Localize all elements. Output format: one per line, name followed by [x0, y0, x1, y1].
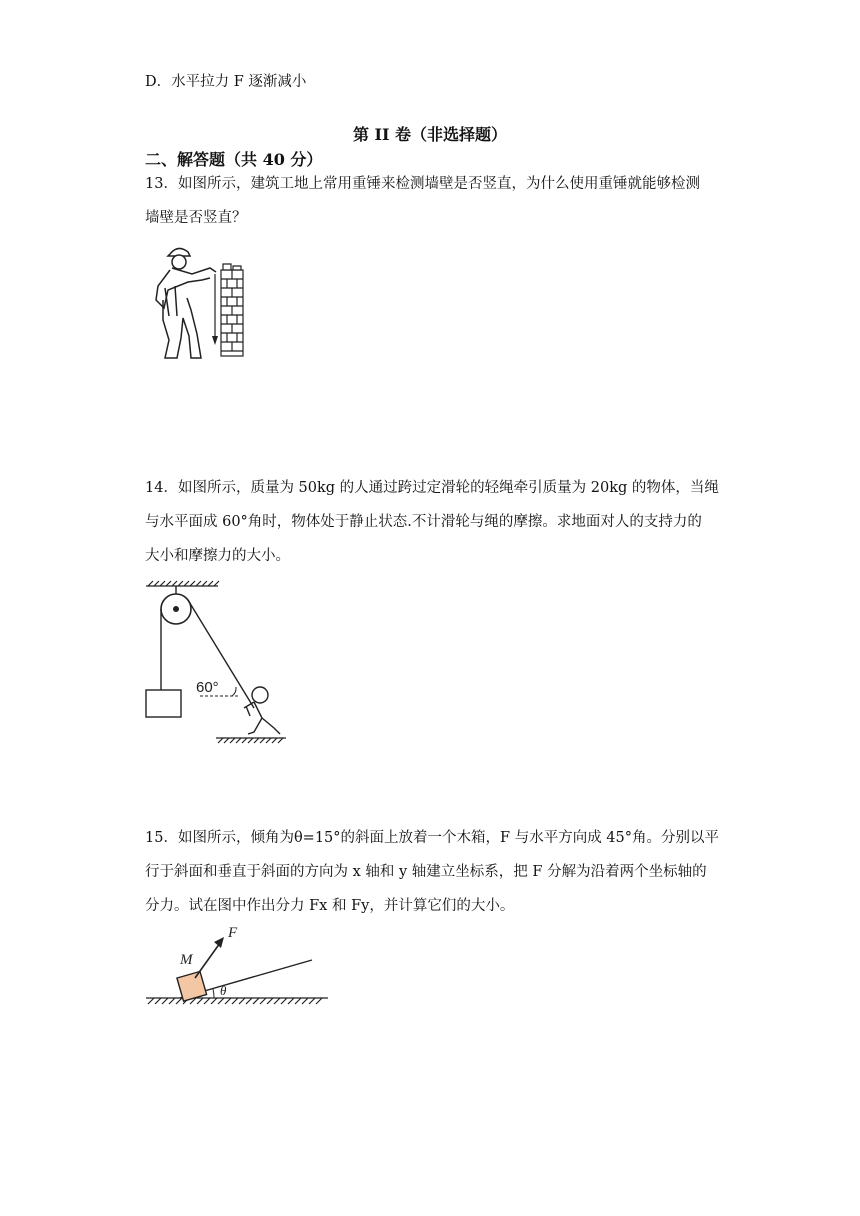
ceiling: [146, 581, 219, 586]
q15-figure-incline: [140, 920, 340, 1015]
ground: [216, 738, 286, 743]
worker: [156, 248, 216, 358]
section-title: 二、解答题（共 40 分）: [145, 150, 323, 169]
force-arrow-head: [214, 937, 224, 948]
person: [244, 687, 280, 734]
q15-text-line3: 分力。试在图中作出分力 Fx 和 Fy，并计算它们的大小。: [145, 898, 515, 914]
force-label: F: [228, 925, 238, 941]
q13-figure-worker-plumb: [145, 238, 250, 363]
q14-figure-pulley: [140, 578, 300, 748]
q15-text-line1: 15．如图所示，倾角为θ=15°的斜面上放着一个木箱，F 与水平方向成 45°角。分别以平: [145, 830, 720, 846]
hanging-block: [146, 690, 181, 717]
mass-label: M: [180, 952, 193, 968]
q15-text-line2: 行于斜面和垂直于斜面的方向为 x 轴和 y 轴建立坐标系，把 F 分解为沿着两个坐标轴的: [145, 864, 707, 880]
q13-text-line2: 墙壁是否竖直？: [145, 210, 247, 226]
option-d: D．水平拉力 F 逐渐减小: [145, 74, 307, 90]
q14-text-line2: 与水平面成 60°角时，物体处于静止状态.不计滑轮与绳的摩擦。求地面对人的支持力的: [145, 514, 702, 530]
q14-text-line1: 14．如图所示，质量为 50kg 的人通过跨过定滑轮的轻绳牵引质量为 20kg 的物体，当绳: [145, 480, 719, 496]
q13-text-line1: 13．如图所示，建筑工地上常用重锤来检测墙壁是否竖直，为什么使用重锤就能够检测: [145, 176, 700, 192]
ground: [146, 998, 328, 1004]
part-title: 第 II 卷（非选择题）: [352, 125, 508, 144]
theta-label: θ: [220, 983, 227, 998]
angle-label: 60°: [196, 679, 219, 696]
brick-wall: [221, 264, 243, 356]
q14-text-line3: 大小和摩擦力的大小。: [145, 548, 290, 564]
wooden-box: [177, 971, 207, 1001]
